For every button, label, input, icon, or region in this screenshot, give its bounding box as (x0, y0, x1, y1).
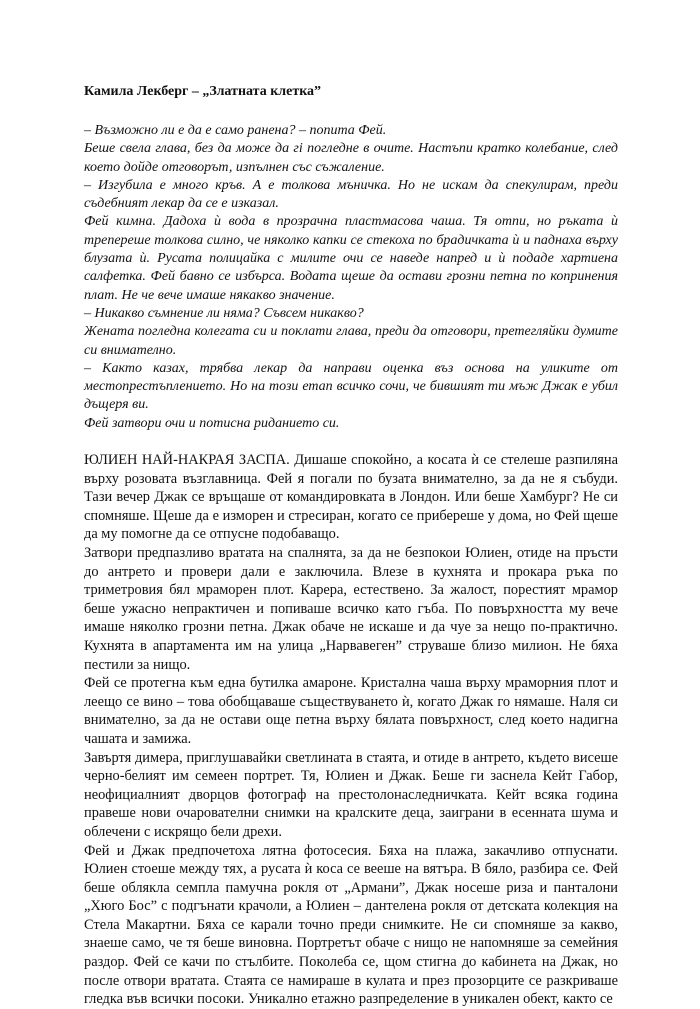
body-paragraph: ЮЛИЕН НАЙ-НАКРАЯ ЗАСПА. Дишаше спокойно, а косата ѝ се стелеше разпиляна върху розовата възглавница. Фей я погали по бузата внимателно, за да не я събуди. Тази вечер Джак се връщаше от командировката в Лондон. Или беше Хамбург? Не си спомняше. Щеше да е изморен и стресиран, когато се прибереше у дома, но Фей щеше да му помогне да се отпусне подобаващо. (84, 452, 618, 543)
prologue-paragraph: – Никакво съмнение ли няма? Съвсем никакво? (84, 305, 364, 321)
body-paragraph: Завъртя димера, приглушавайки светлината в стаята, и отиде в антрето, където висеше черно-белият им семеен портрет. Тя, Юлиен и Джак. Беше ги заснела Кейт Габор, неофициалният дворцов фотограф на престолонаследничката. Кейт всяка година правеше нови очарователни снимки на кралските деца, заиграни в есенната шума и облечени с искрящо бели дрехи. (84, 749, 618, 840)
body-paragraph: Фей и Джак предпочетоха лятна фотосесия. Бяха на плажа, закачливо отпуснати. Юлиен стоеше между тях, а русата ѝ коса се вееше на вятъра. В бяло, разбира се. Фей беше облякла семпла памучна рокля от „Армани”, Джак носеше риза и панталони „Хюго Бос” с подгънати крачоли, а Юлиен – дантелена рокля от детската колекция на Стела Макартни. Бяха се карали точно преди снимките. Не си спомняше за какво, знаеше само, че тя беше виновна. Портретът обаче с нищо не напомняше за семейния раздор. Фей се качи по стълбите. Поколеба се, щом стигна до кабинета на Джак, но после отвори вратата. Стаята се намираше в кулата и през прозорците се разкриваше гледка във всички посоки. Уникално етажно разпределение в уникален обект, както се (84, 842, 618, 1008)
prologue-paragraph: Беше свела глава, без да може да гі погледне в очите. Настъпи кратко колебание, след което дойде отговорът, изпълнен със съжаление. (84, 141, 618, 175)
body-paragraph: Затвори предпазливо вратата на спалнята, за да не безпокои Юлиен, отиде на пръсти до антрето и провери дали е заключила. Влезе в кухнята и прокара ръка по триметровия бял мраморен плот. Карера, естествено. За жалост, порестият мрамор беше ужасно непрактичен и попиваше всичко като гъба. По повърхността му вече имаше няколко грозни петна. Джак обаче не искаше и да чуе за нещо по-практично. Кухнята в апартамента им на улица „Нарвавеген” струваше близо милион. Не бяха пестили за нищо. (84, 545, 618, 673)
section-gap (84, 433, 618, 451)
prologue-paragraph: Фей кимна. Дадоха ѝ вода в прозрачна пластмасова чаша. Тя отпи, но ръката ѝ трепереше толкова силно, че няколко капки се стекоха по брадичката ѝ и паднаха върху блузата ѝ. Русата полицайка с милите очи се наведе напред и ѝ подаде хартиена салфетка. Фей бавно се избърса. Водата щеше да остави грозни петна по копринения плат. Не че вече имаше някакво значение. (84, 214, 618, 303)
chapter-body (84, 451, 618, 1009)
document-title: Камила Лекберг – „Златната клетка” (84, 84, 322, 99)
prologue-paragraph: Жената погледна колегата си и поклати глава, преди да отговори, претегляйки думите си внимателно. (84, 324, 618, 358)
prologue-section (84, 122, 618, 433)
prologue-paragraph: Фей затвори очи и потисна риданието си. (84, 415, 340, 431)
prologue-paragraph: – Както казах, трябва лекар да направи оценка въз основа на уликите от местопрестъплението. Но на този етап всичко сочи, че бившият ти мъж Джак е убил дъщеря ви. (84, 360, 618, 413)
body-paragraph: Фей се протегна към една бутилка амароне. Кристална чаша върху мраморния плот и леещо се вино – това обобщаваше съществуването ѝ, когато Джак го нямаше. Наля си внимателно, за да не остави още петна върху бялата повърхност, след което надигна чашата и замижа. (84, 675, 618, 747)
prologue-paragraph: – Възможно ли е да е само ранена? – попита Фей. (84, 123, 387, 138)
prologue-paragraph: – Изгубила е много кръв. А е толкова мъничка. Но не искам да спекулирам, преди съдебният лекар да се е изказал. (84, 177, 618, 212)
